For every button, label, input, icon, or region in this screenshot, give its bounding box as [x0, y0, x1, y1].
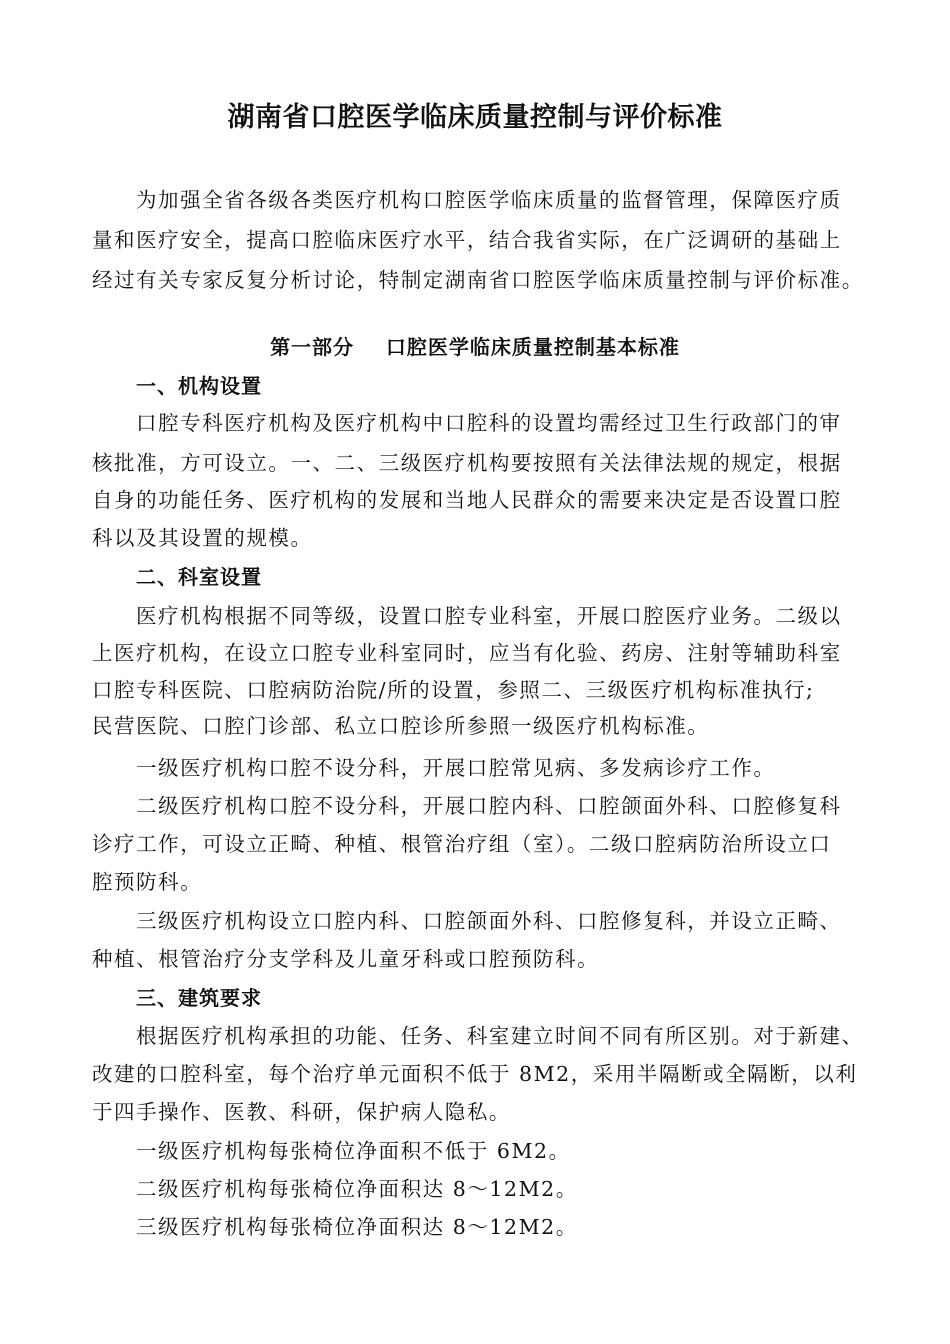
body-line: 一级医疗机构口腔不设分科，开展口腔常见病、多发病诊疗工作。 [136, 756, 776, 780]
body-line: 一级医疗机构每张椅位净面积不低于 6M2。 [136, 1139, 571, 1163]
body-line: 二级医疗机构每张椅位净面积达 8～12M2。 [136, 1177, 578, 1201]
intro-line: 经过有关专家反复分析讨论，特制定湖南省口腔医学临床质量控制与评价标准。 [92, 268, 864, 292]
body-line: 于四手操作、医教、科研，保护病人隐私。 [92, 1100, 511, 1124]
body-line: 诊疗工作，可设立正畸、种植、根管治疗组（室）。二级口腔病防治所设立口 [92, 832, 832, 856]
body-line: 核批准，方可设立。一、二、三级医疗机构要按照有关法律法规的规定，根据 [92, 451, 842, 475]
body-line: 三级医疗机构每张椅位净面积达 8～12M2。 [136, 1215, 578, 1239]
body-line: 三级医疗机构设立口腔内科、口腔颌面外科、口腔修复科，并设立正畸、 [136, 909, 842, 933]
body-line: 医疗机构根据不同等级，设置口腔专业科室，开展口腔医疗业务。二级以 [136, 604, 842, 628]
body-line: 口腔专科医疗机构及医疗机构中口腔科的设置均需经过卫生行政部门的审 [136, 411, 842, 435]
body-line: 口腔专科医院、口腔病防治院/所的设置，参照二、三级医疗机构标准执行; [92, 678, 815, 702]
body-line: 二级医疗机构口腔不设分科，开展口腔内科、口腔颌面外科、口腔修复科 [136, 794, 842, 818]
body-line: 改建的口腔科室，每个治疗单元面积不低于 8M2，采用半隔断或全隔断，以利 [92, 1062, 858, 1086]
section-heading-building: 三、建筑要求 [136, 986, 262, 1010]
document-title: 湖南省口腔医学临床质量控制与评价标准 [227, 102, 723, 133]
body-line: 腔预防科。 [92, 870, 203, 894]
body-line: 种植、根管治疗分支学科及儿童牙科或口腔预防科。 [92, 947, 600, 971]
body-line: 上医疗机构，在设立口腔专业科室同时，应当有化验、药房、注射等辅助科室 [92, 641, 842, 665]
section-heading-department: 二、科室设置 [136, 565, 262, 589]
body-line: 自身的功能任务、医疗机构的发展和当地人民群众的需要来决定是否设置口腔 [92, 488, 842, 512]
body-line: 民营医院、口腔门诊部、私立口腔诊所参照一级医疗机构标准。 [92, 714, 710, 738]
part-heading: 第一部分 口腔医学临床质量控制基本标准 [270, 335, 680, 359]
body-line: 根据医疗机构承担的功能、任务、科室建立时间不同有所区别。对于新建、 [136, 1024, 864, 1048]
intro-line: 为加强全省各级各类医疗机构口腔医学临床质量的监督管理，保障医疗质 [136, 188, 842, 212]
intro-line: 量和医疗安全，提高口腔临床医疗水平，结合我省实际，在广泛调研的基础上 [92, 228, 842, 252]
section-heading-institution: 一、机构设置 [136, 374, 262, 398]
body-line: 科以及其设置的规模。 [92, 526, 313, 550]
